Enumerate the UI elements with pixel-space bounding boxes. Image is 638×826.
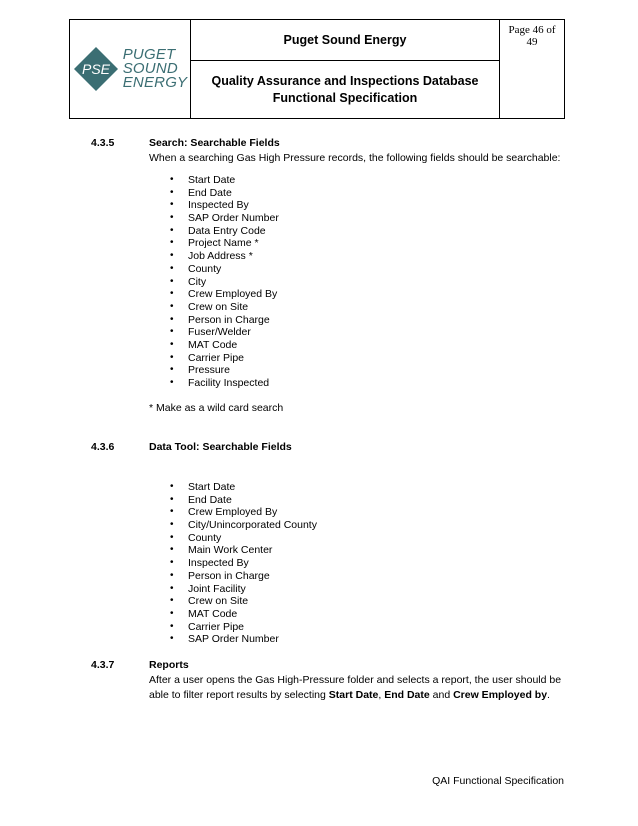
logo-word: PUGET xyxy=(122,46,176,63)
start-date-term: Start Date xyxy=(328,689,379,701)
list-item-label: County xyxy=(188,262,222,275)
section-number: 4.3.5 xyxy=(91,137,115,149)
page-number-line: Page 46 of xyxy=(508,24,556,36)
list-item-label: Data Entry Code xyxy=(188,224,266,237)
bullet-icon: • xyxy=(170,262,174,274)
bullet-icon: • xyxy=(170,607,174,619)
bullet-icon: • xyxy=(170,531,174,543)
bullet-icon: • xyxy=(170,582,174,594)
document-title xyxy=(191,61,500,119)
list-item-label: City/Unincorporated County xyxy=(188,519,317,532)
list-item-label: Pressure xyxy=(188,364,231,377)
bullet-icon: • xyxy=(170,300,174,312)
reports-text: , xyxy=(378,689,385,701)
section-number: 4.3.7 xyxy=(91,659,115,671)
list-item-label: Start Date xyxy=(188,174,236,186)
list-item-label: Crew Employed By xyxy=(188,288,278,301)
bullet-icon: • xyxy=(170,338,174,350)
list-item-label: Project Name * xyxy=(188,237,259,250)
list-item-label: Job Address * xyxy=(188,250,253,263)
section-intro: When a searching Gas High Pressure records, the following fields should be searchable: xyxy=(149,152,561,164)
list-item-label: End Date xyxy=(188,493,232,506)
list-item-label: Fuser/Welder xyxy=(188,326,251,339)
list-item-label: Start Date xyxy=(188,481,236,493)
logo-cell xyxy=(70,20,191,119)
title-line: Functional Specification xyxy=(272,90,418,105)
company-name: Puget Sound Energy xyxy=(191,20,500,61)
list-item-label: MAT Code xyxy=(188,607,238,620)
pse-logo xyxy=(70,20,190,118)
section-number: 4.3.6 xyxy=(91,441,115,453)
logo-word: ENERGY xyxy=(122,74,188,91)
logo-wordmark xyxy=(123,48,188,90)
pse-diamond-icon xyxy=(73,46,119,92)
bullet-icon: • xyxy=(170,326,174,338)
bullet-icon: • xyxy=(170,633,174,645)
bullet-icon: • xyxy=(170,174,174,185)
list-item-label: Crew Employed By xyxy=(188,506,278,519)
section-title: Data Tool: Searchable Fields xyxy=(149,441,292,453)
bullet-icon: • xyxy=(170,288,174,300)
list-item-label: Person in Charge xyxy=(188,313,270,326)
end-date-term: End Date xyxy=(384,689,430,701)
reports-text: . xyxy=(547,689,550,701)
bullet-icon: • xyxy=(170,199,174,211)
list-item-label: End Date xyxy=(188,186,232,199)
list-item-label: Main Work Center xyxy=(188,544,273,557)
footer-text: QAI Functional Specification xyxy=(432,775,564,787)
bullet-icon: • xyxy=(170,544,174,556)
bullet-icon: • xyxy=(170,275,174,287)
page-number-line: 49 xyxy=(526,36,538,48)
list-item-label: Inspected By xyxy=(188,557,249,570)
list-item-label: City xyxy=(188,275,207,288)
bullet-icon: • xyxy=(170,351,174,363)
list-item-label: MAT Code xyxy=(188,338,238,351)
logo-word: SOUND xyxy=(122,60,178,77)
list-item-label: Carrier Pipe xyxy=(188,351,245,364)
logo-mark: PSE xyxy=(81,61,110,77)
section-title: Reports xyxy=(149,659,189,671)
reports-text: After a user opens the Gas High-Pressure folder and selects a report, the user should be xyxy=(149,674,562,686)
bullet-icon: • xyxy=(170,224,174,236)
bullet-icon: • xyxy=(170,493,174,505)
bullet-icon: • xyxy=(170,569,174,581)
list-item-label: Joint Facility xyxy=(188,582,246,595)
list-item-label: County xyxy=(188,531,222,544)
bullet-icon: • xyxy=(170,620,174,632)
bullet-icon: • xyxy=(170,364,174,376)
list-item-label: Inspected By xyxy=(188,199,249,212)
list-item-label: SAP Order Number xyxy=(188,633,279,646)
list-item-label: SAP Order Number xyxy=(188,212,279,225)
bullet-icon: • xyxy=(170,481,174,492)
bullet-icon: • xyxy=(170,557,174,569)
reports-text: able to filter report results by selecting xyxy=(149,689,329,701)
bullet-icon: • xyxy=(170,186,174,198)
list-item-label: Carrier Pipe xyxy=(188,620,245,633)
document-header xyxy=(69,19,565,119)
bullet-icon: • xyxy=(170,377,174,388)
section-title: Search: Searchable Fields xyxy=(149,137,280,149)
list-item-label: Person in Charge xyxy=(188,569,270,582)
list-item-label: Facility Inspected xyxy=(188,377,270,389)
bullet-icon: • xyxy=(170,212,174,224)
bullet-icon: • xyxy=(170,313,174,325)
bullet-icon: • xyxy=(170,506,174,518)
wildcard-note: * Make as a wild card search xyxy=(149,402,284,414)
bullet-icon: • xyxy=(170,250,174,262)
crew-employed-by-term: Crew Employed by xyxy=(453,689,548,701)
reports-paragraph xyxy=(149,673,569,703)
list-item-label: Crew on Site xyxy=(188,300,249,313)
bullet-icon: • xyxy=(170,519,174,531)
bullet-icon: • xyxy=(170,237,174,249)
page-number xyxy=(500,20,565,119)
bullet-icon: • xyxy=(170,595,174,607)
reports-text: and xyxy=(429,689,454,701)
title-line: Quality Assurance and Inspections Database xyxy=(211,73,479,88)
list-item-label: Crew on Site xyxy=(188,595,249,608)
